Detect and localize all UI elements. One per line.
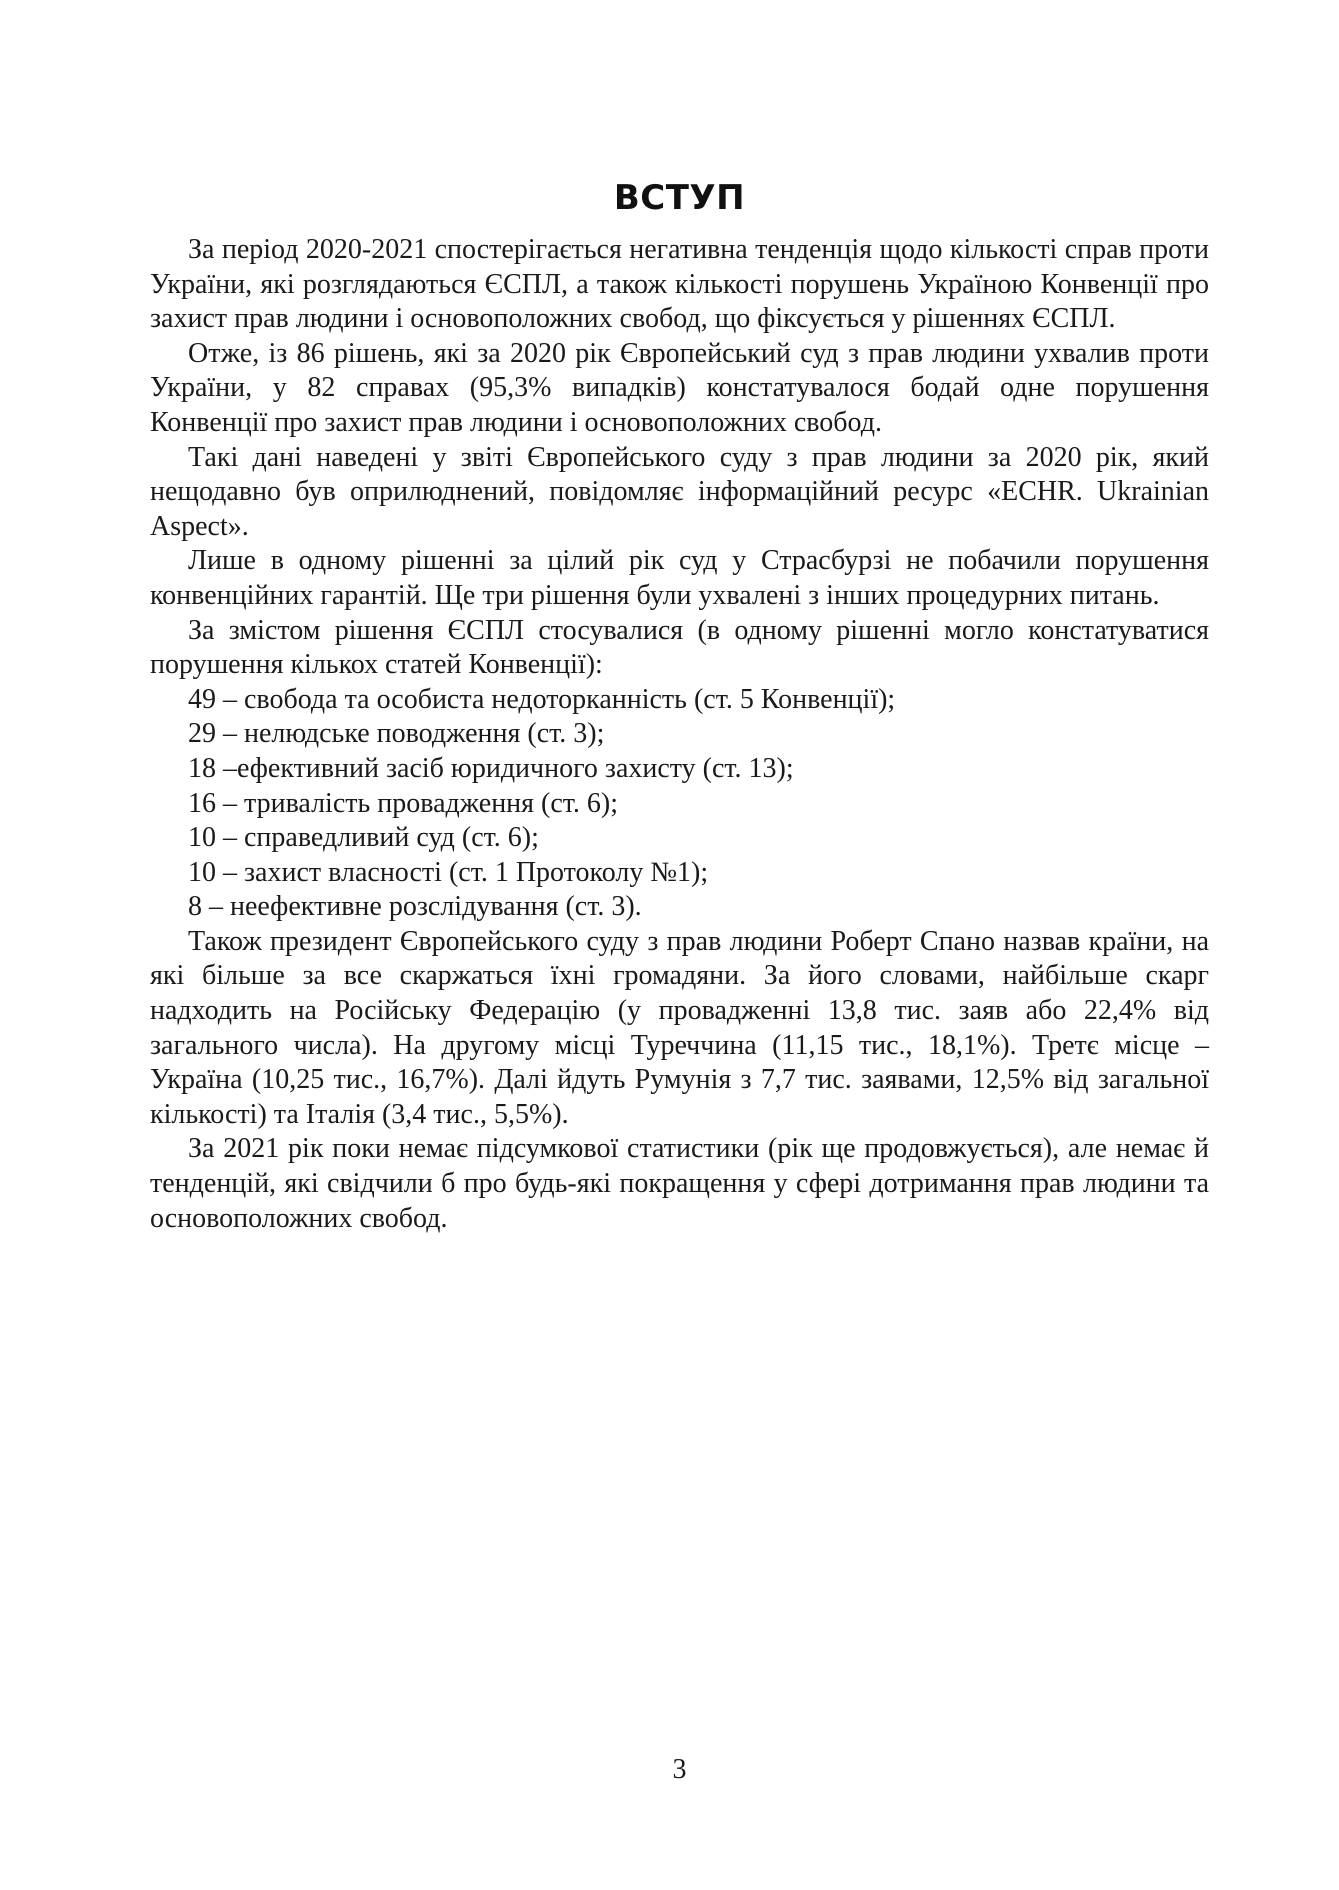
paragraph: За 2021 рік поки немає підсумкової статистики (рік ще продовжується), але немає й тенденцій, які свідчили б про будь-які покращення у сфері дотримання прав людини та основоположних свобод. <box>150 1133 1209 1234</box>
list-item: 29 – нелюдське поводження (ст. 3); <box>188 718 605 750</box>
list-item: 18 –ефективний засіб юридичного захисту (ст. 13); <box>188 752 794 784</box>
list-item: 10 – захист власності (ст. 1 Протоколу №1); <box>188 856 709 888</box>
paragraph: Також президент Європейського суду з прав людини Роберт Спано назвав країни, на які більше за все скаржаться їхні громадяни. За його словами, найбільше скарг надходить на Російську Федерацію (у провадженні 13,8 тис. заяв або 22,4% від загального числа). На другому місці Туреччина (11,15 тис., 18,1%). Третє місце – Україна (10,25 тис., 16,7%). Далі йдуть Румунія з 7,7 тис. заявами, 12,5% від загальної кількості) та Італія (3,4 тис., 5,5%). <box>150 925 1209 1130</box>
list-item: 49 – свобода та особиста недоторканність (ст. 5 Конвенції); <box>188 683 896 715</box>
list-item: 16 – тривалість провадження (ст. 6); <box>188 787 619 819</box>
list-item: 10 – справедливий суд (ст. 6); <box>188 822 539 854</box>
document-body <box>150 233 1209 1236</box>
paragraph: За змістом рішення ЄСПЛ стосувалися (в одному рішенні могло констатуватися порушення кількох статей Конвенції): <box>150 614 1209 681</box>
page-number: 3 <box>672 1754 687 1785</box>
paragraph: Такі дані наведені у звіті Європейського суду з прав людини за 2020 рік, який нещодавно був оприлюднений, повідомляє інформаційний ресурс «ECHR. Ukrainian Aspect». <box>150 441 1209 542</box>
paragraph: Лише в одному рішенні за цілий рік суд у Страсбурзі не побачили порушення конвенційних гарантій. Ще три рішення були ухвалені з інших процедурних питань. <box>150 545 1209 611</box>
paragraph: Отже, із 86 рішень, які за 2020 рік Європейський суд з прав людини ухвалив проти України, у 82 справах (95,3% випадків) констатувалося бодай одне порушення Конвенції про захист прав людини і основоположних свобод. <box>150 337 1209 438</box>
page-title: ВСТУП <box>613 177 746 218</box>
paragraph: За період 2020-2021 спостерігається негативна тенденція щодо кількості справ проти України, які розглядаються ЄСПЛ, а також кількості порушень Україною Конвенції про захист прав людини і основоположних свобод, що фіксується у рішеннях ЄСПЛ. <box>150 234 1209 335</box>
document-page <box>150 0 1209 1890</box>
list-item: 8 – неефективне розслідування (ст. 3). <box>188 891 642 923</box>
